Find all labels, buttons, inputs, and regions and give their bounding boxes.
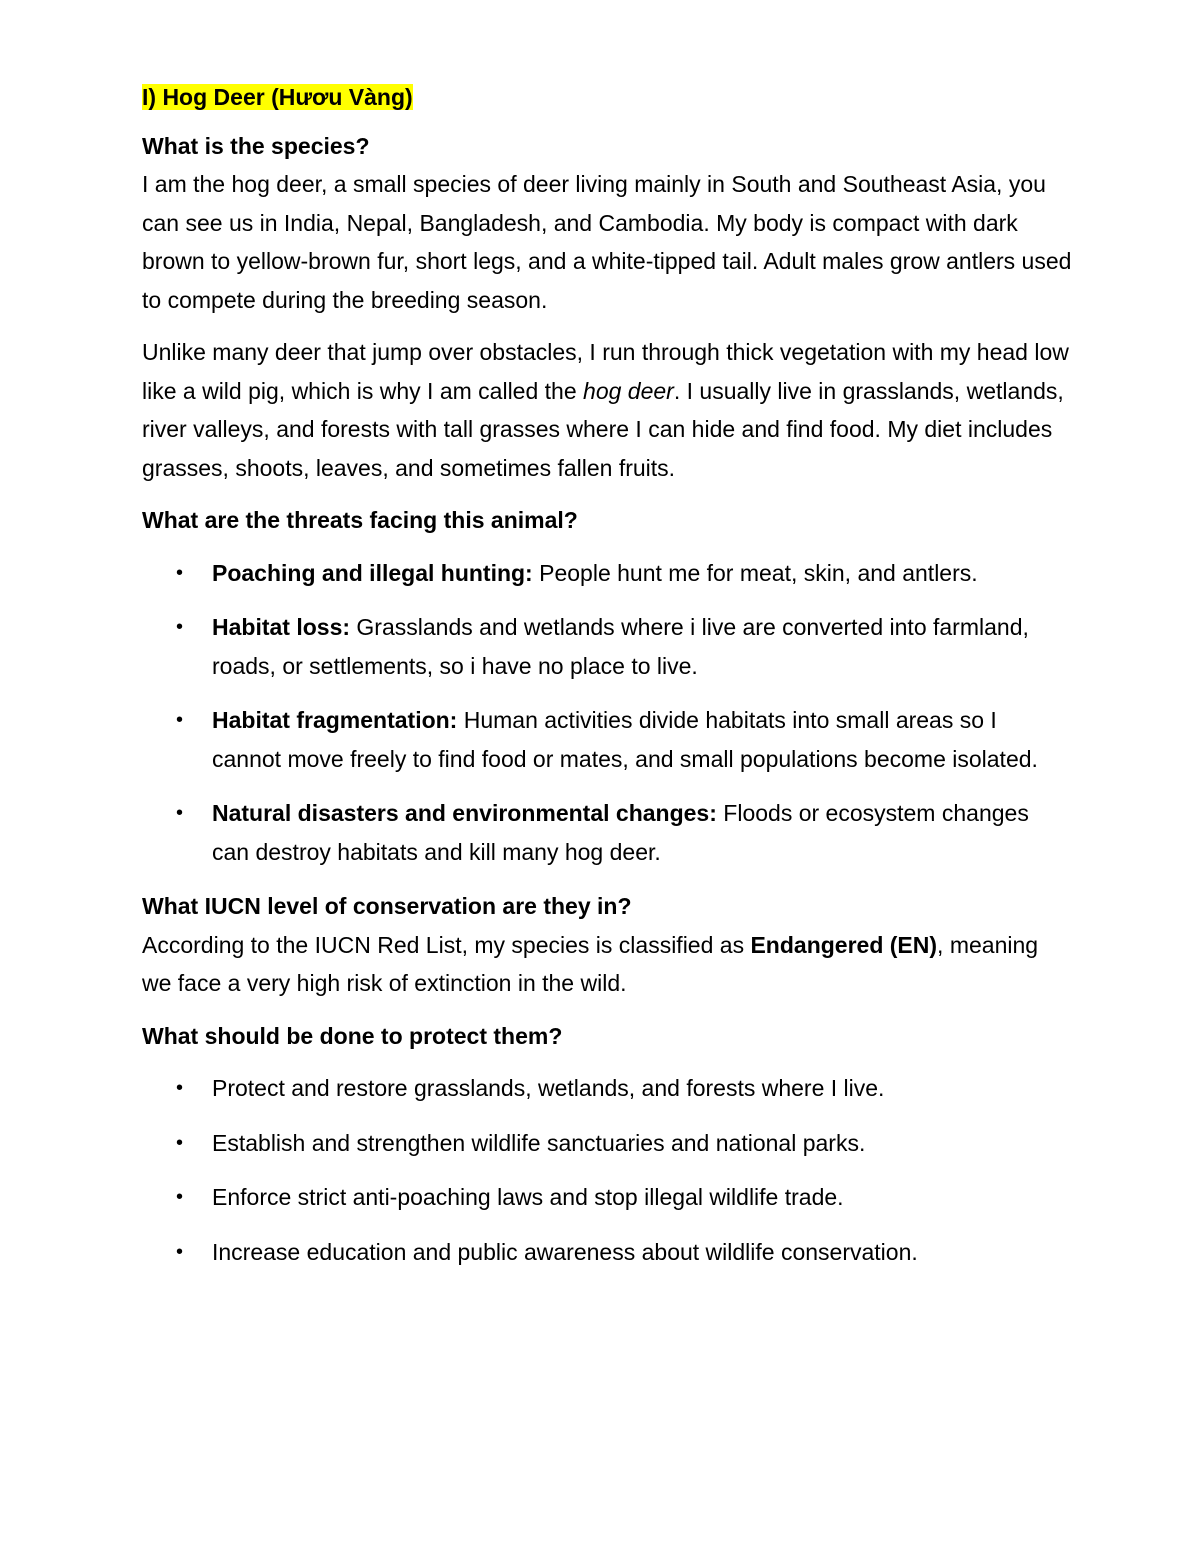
document-page	[142, 78, 1072, 1287]
list-item	[142, 1124, 1072, 1163]
threat-text: Human activities divide habitats into small areas so I cannot move freely to find food or mates, and small populations become isolated.	[212, 707, 1038, 772]
list-item	[142, 1069, 1072, 1108]
bullet: •	[176, 1131, 184, 1154]
species-behavior	[142, 333, 1072, 487]
bullet: •	[176, 1240, 184, 1263]
iucn-heading: What IUCN level of conservation are they in?	[142, 893, 632, 919]
threat-label: Poaching and illegal hunting:	[212, 559, 533, 586]
species-heading: What is the species?	[142, 132, 370, 159]
threats-list	[142, 554, 1072, 872]
protection-text: Protect and restore grasslands, wetlands, and forests where I live.	[212, 1075, 885, 1101]
document-title	[142, 78, 1072, 117]
list-item	[142, 1178, 1072, 1217]
threat-label: Habitat fragmentation:	[212, 707, 458, 733]
list-item	[142, 701, 1072, 778]
protection-heading: What should be done to protect them?	[142, 1022, 563, 1049]
protection-text: Enforce strict anti-poaching laws and stop illegal wildlife trade.	[212, 1184, 844, 1210]
iucn-text-end: , meaning we face a very high risk of extinction in the wild.	[142, 931, 1039, 996]
protection-text: Increase education and public awareness about wildlife conservation.	[212, 1238, 918, 1265]
list-item	[142, 608, 1072, 685]
iucn-status-text	[142, 926, 1072, 1003]
threat-text: Grasslands and wetlands where i live are converted into farmland, roads, or settlements, so i have no place to live.	[212, 614, 1029, 679]
protection-list	[142, 1069, 1072, 1271]
threat-text: Floods or ecosystem changes can destroy habitats and kill many hog deer.	[212, 800, 1029, 865]
bullet: •	[176, 616, 184, 638]
list-item	[142, 1233, 1072, 1272]
threat-label: Habitat loss:	[212, 614, 351, 640]
threats-heading: What are the threats facing this animal?	[142, 507, 578, 533]
bullet: •	[176, 561, 184, 584]
iucn-status: Endangered (EN)	[750, 931, 938, 958]
threat-text: People hunt me for meat, skin, and antlers.	[532, 559, 978, 586]
behavior-text-start: Unlike many deer that jump over obstacles, I run through thick vegetation with my head low like a wild pig, which is why I am called the	[142, 339, 1069, 404]
bullet: •	[176, 1186, 184, 1208]
bullet: •	[176, 1077, 184, 1099]
behavior-italic-name: hog deer	[583, 377, 674, 404]
title-highlight: I) Hog Deer (Hươu Vàng)	[142, 84, 413, 110]
bullet: •	[176, 709, 184, 731]
protection-text: Establish and strengthen wildlife sanctuaries and national parks.	[212, 1129, 866, 1156]
threat-label: Natural disasters and environmental changes:	[212, 800, 717, 826]
behavior-text-end: . I usually live in grasslands, wetlands, river valleys, and forests with tall grasses where I can hide and find food. My diet includes grasses, shoots, leaves, and sometimes fallen fruits.	[142, 377, 1064, 481]
species-description: I am the hog deer, a small species of deer living mainly in South and Southeast Asia, you can see us in India, Nepal, Bangladesh, and Cambodia. My body is compact with dark brown to yellow-brown fur, short legs, and a white-tipped tail. Adult males grow antlers used to compete during the breeding season.	[142, 171, 1072, 313]
bullet: •	[176, 802, 184, 824]
list-item	[142, 554, 1072, 593]
list-item	[142, 794, 1072, 871]
iucn-text-start: According to the IUCN Red List, my species is classified as	[142, 931, 751, 958]
